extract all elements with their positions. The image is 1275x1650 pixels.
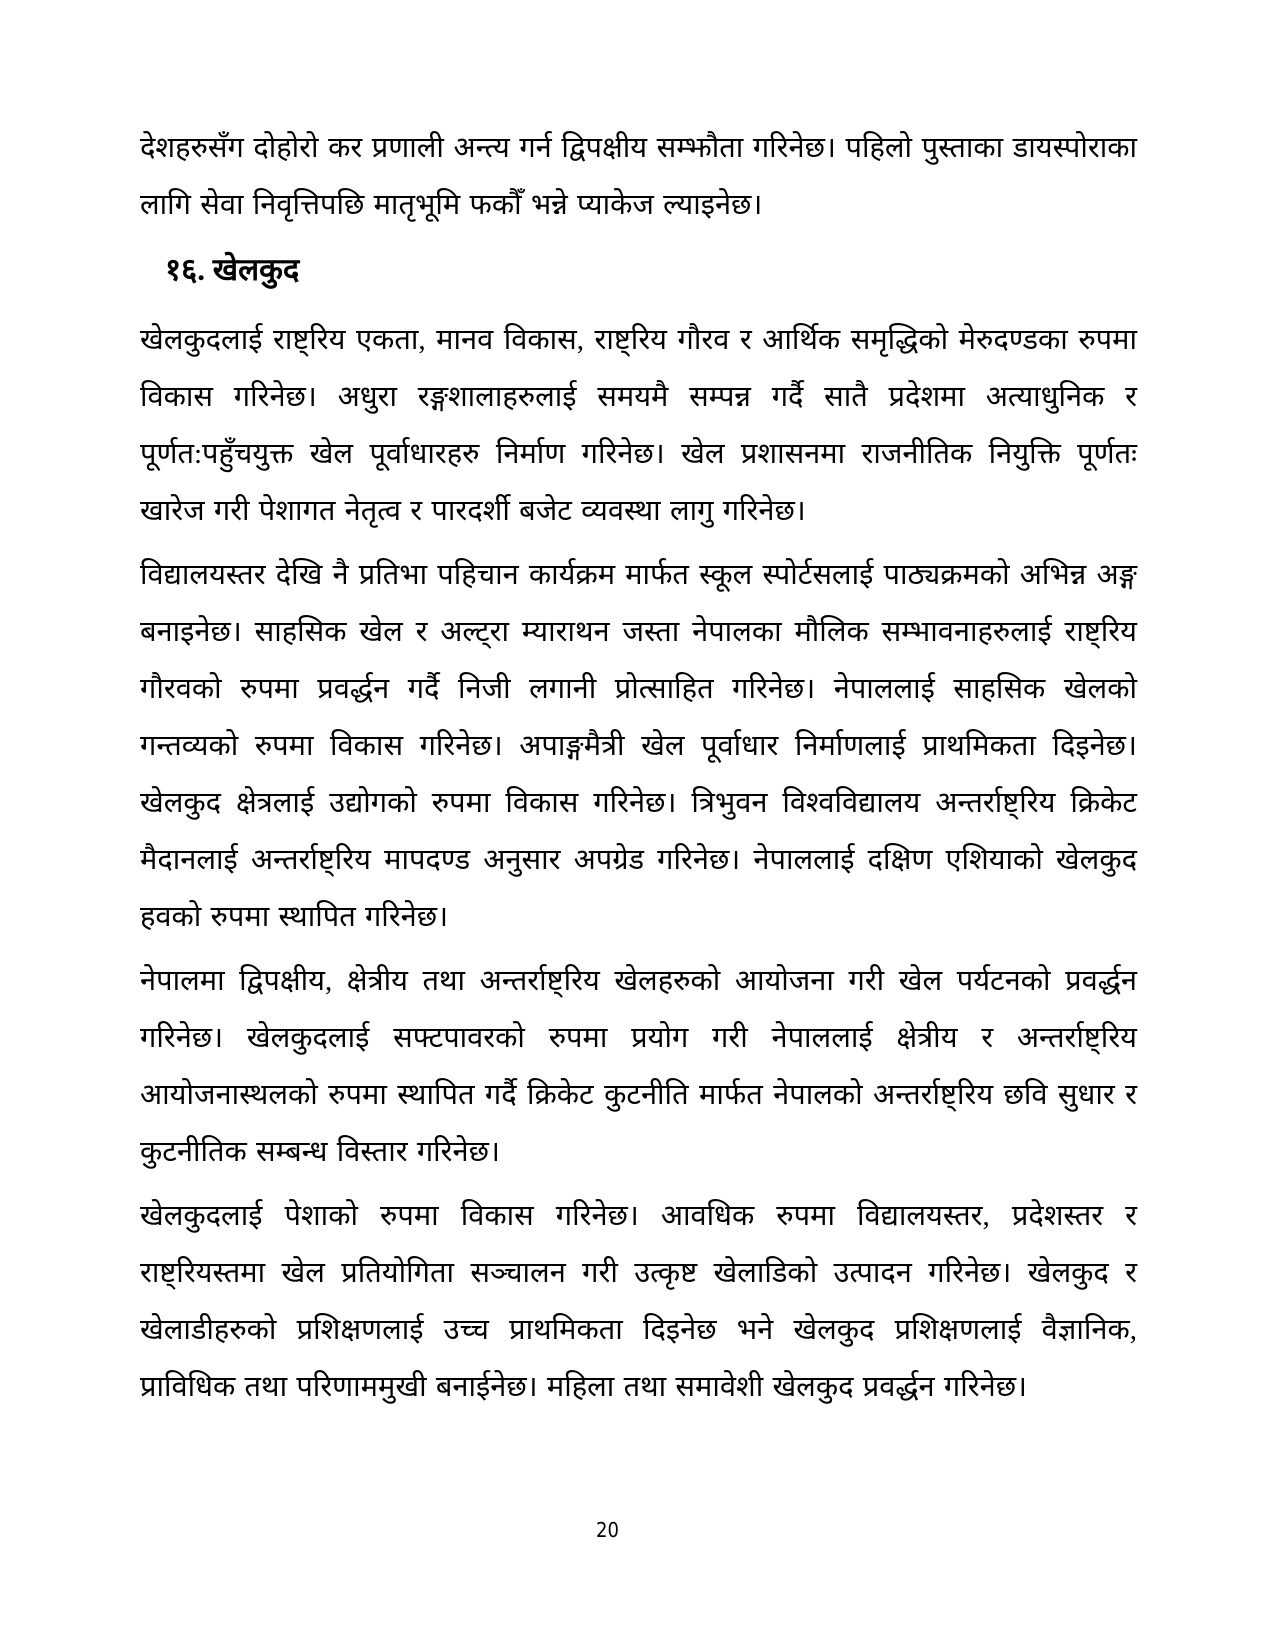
section-paragraph-4: खेलकुदलाई पेशाको रुपमा विकास गरिनेछ। आवधिक रुपमा विद्यालयस्तर, प्रदेशस्तर र राष्ट्रियस्तमा खेल प्रतियोगिता सञ्चालन गरी उत्कृष्ट खेलाडिको उत्पादन गरिनेछ। खेलकुद र खेलाडीहरुको प्रशिक्षणलाई उच्च प्राथमिकता दिइनेछ भने खेलकुद प्रशिक्षणलाई वैज्ञानिक, प्राविधिक तथा परिणाममुखी बनाईनेछ। महिला तथा समावेशी खेलकुद प्रवर्द्धन गरिनेछ। (140, 1200, 1137, 1403)
page-number: 20 (596, 1518, 619, 1542)
section-paragraph-1: खेलकुदलाई राष्ट्रिय एकता, मानव विकास, राष्ट्रिय गौरव र आर्थिक समृद्धिको मेरुदण्डका रुपमा विकास गरिनेछ। अधुरा रङ्गशालाहरुलाई समयमै सम्पन्न गर्दै सातै प्रदेशमा अत्याधुनिक र पूर्णत:पहुँचयुक्त खेल पूर्वाधारहरु निर्माण गरिनेछ। खेल प्रशासनमा राजनीतिक नियुक्ति पूर्णतः खारेज गरी पेशागत नेतृत्व र पारदर्शी बजेट व्यवस्था लागु गरिनेछ। (140, 324, 1137, 527)
section-heading: १६. खेलकुद (165, 252, 300, 287)
page-content (140, 120, 1137, 1423)
intro-paragraph: देशहरुसँग दोहोरो कर प्रणाली अन्त्य गर्न द्विपक्षीय सम्झौता गरिनेछ। पहिलो पुस्ताका डायस्पोराका लागि सेवा निवृत्तिपछि मातृभूमि फकौँ भन्ने प्याकेज ल्याइनेछ। (140, 132, 1137, 221)
section-paragraph-2: विद्यालयस्तर देखि नै प्रतिभा पहिचान कार्यक्रम मार्फत स्कूल स्पोर्टसलाई पाठ्यक्रमको अभिन्न अङ्ग बनाइनेछ। साहसिक खेल र अल्ट्रा म्याराथन जस्ता नेपालका मौलिक सम्भावनाहरुलाई राष्ट्रिय गौरवको रुपमा प्रवर्द्धन गर्दै निजी लगानी प्रोत्साहित गरिनेछ। नेपाललाई साहसिक खेलको गन्तव्यको रुपमा विकास गरिनेछ। अपाङ्गमैत्री खेल पूर्वाधार निर्माणलाई प्राथमिकता दिइनेछ। खेलकुद क्षेत्रलाई उद्योगको रुपमा विकास गरिनेछ। त्रिभुवन विश्वविद्यालय अन्तर्राष्ट्रिय क्रिकेट मैदानलाई अन्तर्राष्ट्रिय मापदण्ड अनुसार अपग्रेड गरिनेछ। नेपाललाई दक्षिण एशियाको खेलकुद हवको रुपमा स्थापित गरिनेछ। (140, 559, 1137, 933)
section-paragraph-3: नेपालमा द्विपक्षीय, क्षेत्रीय तथा अन्तर्राष्ट्रिय खेलहरुको आयोजना गरी खेल पर्यटनको प्रवर्द्धन गरिनेछ। खेलकुदलाई सफ्टपावरको रुपमा प्रयोग गरी नेपाललाई क्षेत्रीय र अन्तर्राष्ट्रिय आयोजनास्थलको रुपमा स्थापित गर्दै क्रिकेट कुटनीति मार्फत नेपालको अन्तर्राष्ट्रिय छवि सुधार र कुटनीतिक सम्बन्ध विस्तार गरिनेछ। (140, 965, 1137, 1168)
